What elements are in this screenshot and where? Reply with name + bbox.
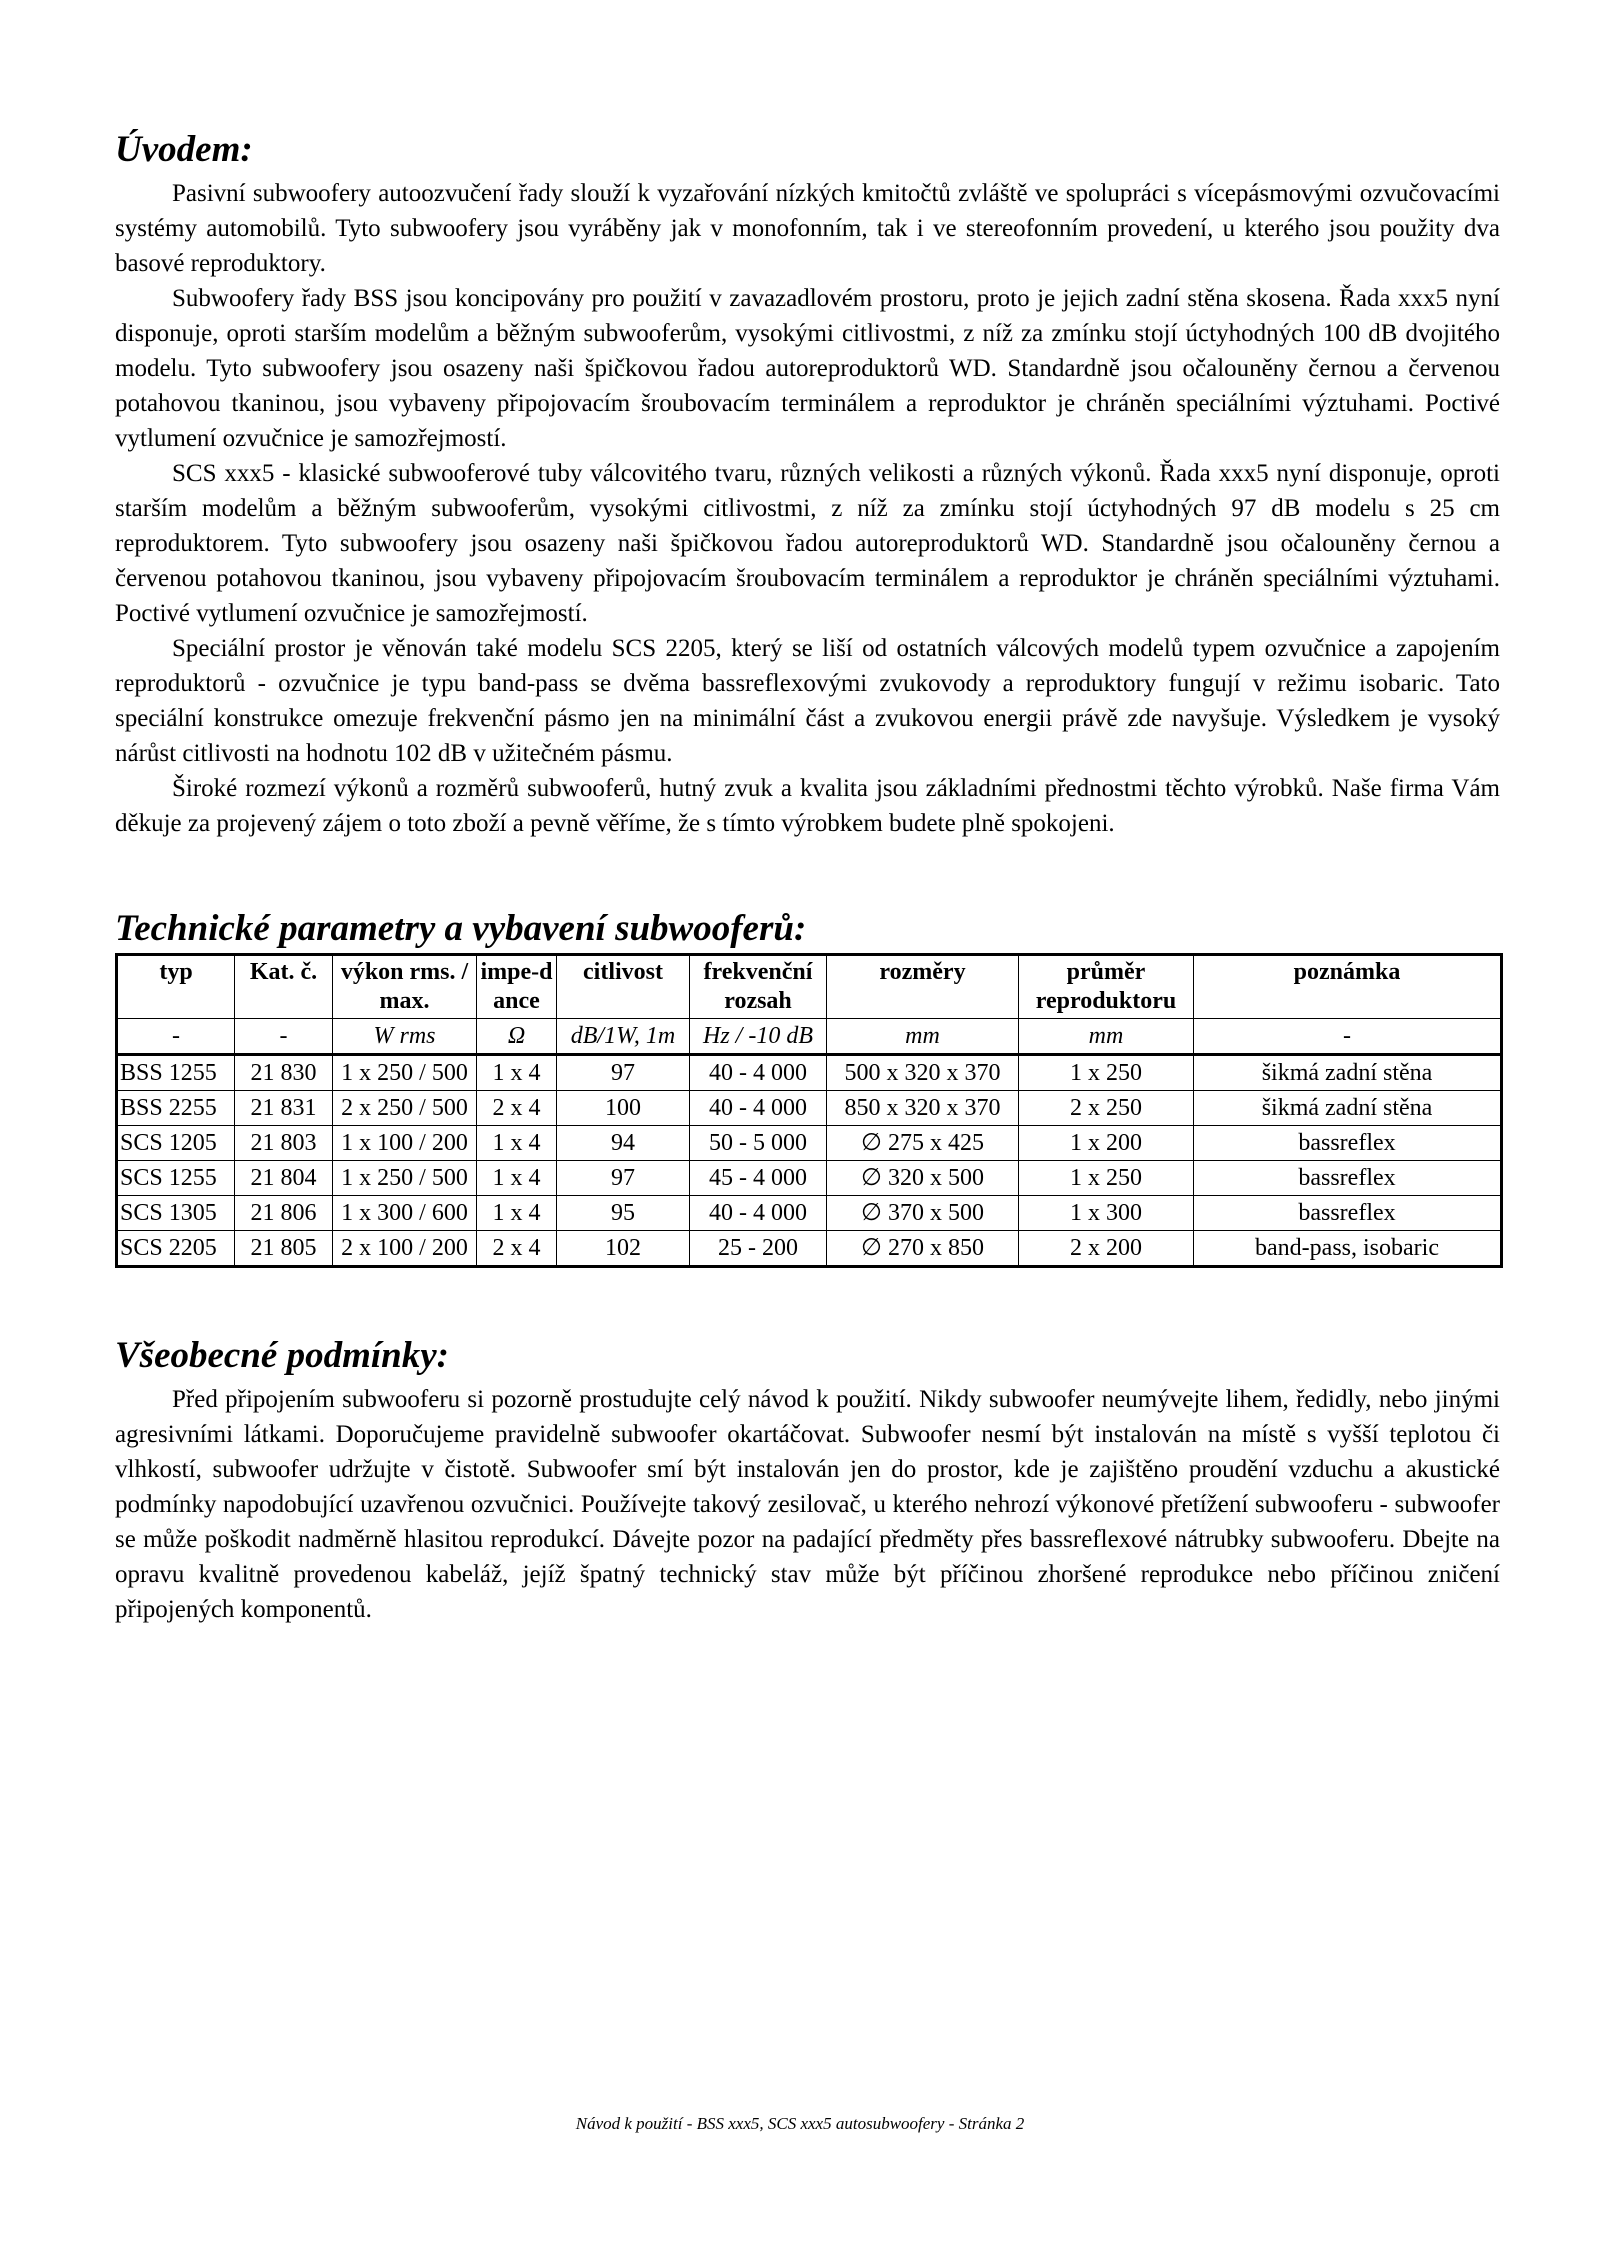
unit-cell: mm <box>1019 1019 1194 1055</box>
table-cell: 1 x 250 / 500 <box>333 1161 477 1196</box>
table-row <box>117 1231 1502 1267</box>
table-cell: 95 <box>557 1196 690 1231</box>
table-cell: ∅ 370 x 500 <box>827 1196 1019 1231</box>
table-cell: 40 - 4 000 <box>690 1196 827 1231</box>
intro-paragraph: Speciální prostor je věnován také modelu SCS 2205, který se liší od ostatních válcových modelů typem ozvučnice a zapojením reproduktorů - ozvučnice je typu band-pass se dvěma bassreflexovými zvukovody a reproduktory fungují v režimu isobaric. Tato speciální konstrukce omezuje frekvenční pásmo jen na minimální část a zvukovou energii právě zde navyšuje. Výsledkem je vysoký nárůst citlivosti na hodnotu 102 dB v užitečném pásmu. <box>115 635 1500 767</box>
table-cell: šikmá zadní stěna <box>1194 1055 1502 1091</box>
table-cell: 1 x 300 / 600 <box>333 1196 477 1231</box>
column-header: Kat. č. <box>235 955 333 1019</box>
unit-cell: W rms <box>333 1019 477 1055</box>
intro-paragraph: Subwoofery řady BSS jsou koncipovány pro použití v zavazadlovém prostoru, proto je jejich zadní stěna skosena. Řada xxx5 nyní disponuje, oproti starším modelům a běžným subwooferům, vysokými citlivostmi, z níž za zmínku stojí úctyhodných 100 dB dvojitého modelu. Tyto subwoofery jsou osazeny naši špičkovou řadou autoreproduktorů WD. Standardně jsou očalouněny černou a červenou potahovou tkaninou, jsou vybaveny připojovacím šroubovacím terminálem a reproduktor je chráněn speciálními výztuhami. Poctivé vytlumení ozvučnice je samozřejmostí. <box>115 285 1500 452</box>
table-cell: 2 x 200 <box>1019 1231 1194 1267</box>
column-header: rozměry <box>827 955 1019 1019</box>
intro-section <box>115 128 1500 841</box>
table-cell: 21 831 <box>235 1091 333 1126</box>
conditions-paragraph: Před připojením subwooferu si pozorně prostudujte celý návod k použití. Nikdy subwoofer neumývejte lihem, ředidly, nebo jinými agresivními látkami. Doporučujeme pravidelně subwoofer okartáčovat. Subwoofer nesmí být instalován na místě s vyšší teplotou či vlhkostí, subwoofer udržujte v čistotě. Subwoofer smí být instalován jen do prostor, kde je zajištěno proudění vzduchu a akustické podmínky napodobující uzavřenou ozvučnici. Používejte takový zesilovač, u kterého nehrozí výkonové přetížení subwooferu - subwoofer se může poškodit nadměrně hlasitou reprodukcí. Dávejte pozor na padající předměty přes bassreflexové nátrubky subwooferu. Dbejte na opravu kvalitně provedenou kabeláž, jejíž špatný technický stav může být příčinou zhoršené reprodukce nebo příčinou zničení připojených komponentů. <box>115 1386 1500 1623</box>
table-row <box>117 1196 1502 1231</box>
table-cell: 1 x 250 <box>1019 1055 1194 1091</box>
table-cell: 40 - 4 000 <box>690 1091 827 1126</box>
table-cell: SCS 1305 <box>117 1196 235 1231</box>
unit-cell: dB/1W, 1m <box>557 1019 690 1055</box>
table-cell: SCS 1205 <box>117 1126 235 1161</box>
table-cell: 1 x 4 <box>477 1126 557 1161</box>
table-cell: 2 x 250 <box>1019 1091 1194 1126</box>
table-cell: 50 - 5 000 <box>690 1126 827 1161</box>
table-header-row <box>117 955 1502 1019</box>
table-cell: bassreflex <box>1194 1126 1502 1161</box>
column-header: citlivost <box>557 955 690 1019</box>
table-cell: 21 805 <box>235 1231 333 1267</box>
table-row <box>117 1126 1502 1161</box>
table-cell: 97 <box>557 1161 690 1196</box>
table-row <box>117 1161 1502 1196</box>
table-cell: 2 x 4 <box>477 1231 557 1267</box>
unit-cell: - <box>235 1019 333 1055</box>
table-cell: 1 x 250 <box>1019 1161 1194 1196</box>
table-cell: 2 x 250 / 500 <box>333 1091 477 1126</box>
table-cell: ∅ 270 x 850 <box>827 1231 1019 1267</box>
column-header: typ <box>117 955 235 1019</box>
table-cell: BSS 1255 <box>117 1055 235 1091</box>
conditions-section <box>115 1334 1500 1627</box>
column-header: výkon rms. / max. <box>333 955 477 1019</box>
table-cell: 2 x 100 / 200 <box>333 1231 477 1267</box>
table-cell: SCS 1255 <box>117 1161 235 1196</box>
table-row <box>117 1091 1502 1126</box>
unit-cell: Hz / -10 dB <box>690 1019 827 1055</box>
table-cell: 40 - 4 000 <box>690 1055 827 1091</box>
table-cell: ∅ 275 x 425 <box>827 1126 1019 1161</box>
table-cell: 94 <box>557 1126 690 1161</box>
tech-section <box>115 907 1500 1268</box>
column-header: průměr reproduktoru <box>1019 955 1194 1019</box>
intro-heading: Úvodem: <box>115 129 253 170</box>
table-cell: 850 x 320 x 370 <box>827 1091 1019 1126</box>
unit-cell: Ω <box>477 1019 557 1055</box>
table-cell: 1 x 300 <box>1019 1196 1194 1231</box>
parameters-table <box>115 953 1503 1268</box>
column-header: impe-dance <box>477 955 557 1019</box>
table-cell: 21 804 <box>235 1161 333 1196</box>
table-cell: 21 806 <box>235 1196 333 1231</box>
unit-cell: - <box>117 1019 235 1055</box>
table-cell: 102 <box>557 1231 690 1267</box>
table-cell: 1 x 4 <box>477 1055 557 1091</box>
table-cell: 25 - 200 <box>690 1231 827 1267</box>
table-cell: bassreflex <box>1194 1161 1502 1196</box>
table-cell: 1 x 250 / 500 <box>333 1055 477 1091</box>
table-cell: 1 x 4 <box>477 1161 557 1196</box>
table-cell: 97 <box>557 1055 690 1091</box>
table-cell: 45 - 4 000 <box>690 1161 827 1196</box>
unit-cell: - <box>1194 1019 1502 1055</box>
column-header: frekvenční rozsah <box>690 955 827 1019</box>
table-row <box>117 1055 1502 1091</box>
units-row <box>117 1019 1502 1055</box>
conditions-heading: Všeobecné podmínky: <box>115 1335 449 1376</box>
table-cell: 21 830 <box>235 1055 333 1091</box>
table-cell: 21 803 <box>235 1126 333 1161</box>
table-cell: bassreflex <box>1194 1196 1502 1231</box>
column-header: poznámka <box>1194 955 1502 1019</box>
page-content <box>115 128 1500 1627</box>
table-cell: BSS 2255 <box>117 1091 235 1126</box>
table-cell: SCS 2205 <box>117 1231 235 1267</box>
table-cell: 1 x 100 / 200 <box>333 1126 477 1161</box>
table-cell: ∅ 320 x 500 <box>827 1161 1019 1196</box>
intro-paragraph: Široké rozmezí výkonů a rozměrů subwooferů, hutný zvuk a kvalita jsou základními přednostmi těchto výrobků. Naše firma Vám děkuje za projevený zájem o toto zboží a pevně věříme, že s tímto výrobkem budete plně spokojeni. <box>115 775 1500 837</box>
table-cell: 1 x 200 <box>1019 1126 1194 1161</box>
table-cell: band-pass, isobaric <box>1194 1231 1502 1267</box>
table-cell: 2 x 4 <box>477 1091 557 1126</box>
intro-paragraph: Pasivní subwoofery autoozvučení řady slouží k vyzařování nízkých kmitočtů zvláště ve spolupráci s vícepásmovými ozvučovacími systémy automobilů. Tyto subwoofery jsou vyráběny jak v monofonním, tak i ve stereofonním provedení, u kterého jsou použity dva basové reproduktory. <box>115 180 1500 277</box>
table-cell: 100 <box>557 1091 690 1126</box>
intro-paragraph: SCS xxx5 - klasické subwooferové tuby válcovitého tvaru, různých velikosti a různých výkonů. Řada xxx5 nyní disponuje, oproti starším modelům a běžným subwooferům, vysokými citlivostmi, z níž za zmínku stojí úctyhodných 97 dB modelu s 25 cm reproduktorem. Tyto subwoofery jsou osazeny naši špičkovou řadou autoreproduktorů WD. Standardně jsou očalouněny černou a červenou potahovou tkaninou, jsou vybaveny připojovacím šroubovacím terminálem a reproduktor je chráněn speciálními výztuhami. Poctivé vytlumení ozvučnice je samozřejmostí. <box>115 460 1500 627</box>
unit-cell: mm <box>827 1019 1019 1055</box>
table-cell: 1 x 4 <box>477 1196 557 1231</box>
tech-heading: Technické parametry a vybavení subwooferů: <box>115 908 807 949</box>
page-footer: Návod k použití - BSS xxx5, SCS xxx5 autosubwoofery - Stránka 2 <box>575 2114 1025 2133</box>
table-cell: 500 x 320 x 370 <box>827 1055 1019 1091</box>
table-cell: šikmá zadní stěna <box>1194 1091 1502 1126</box>
